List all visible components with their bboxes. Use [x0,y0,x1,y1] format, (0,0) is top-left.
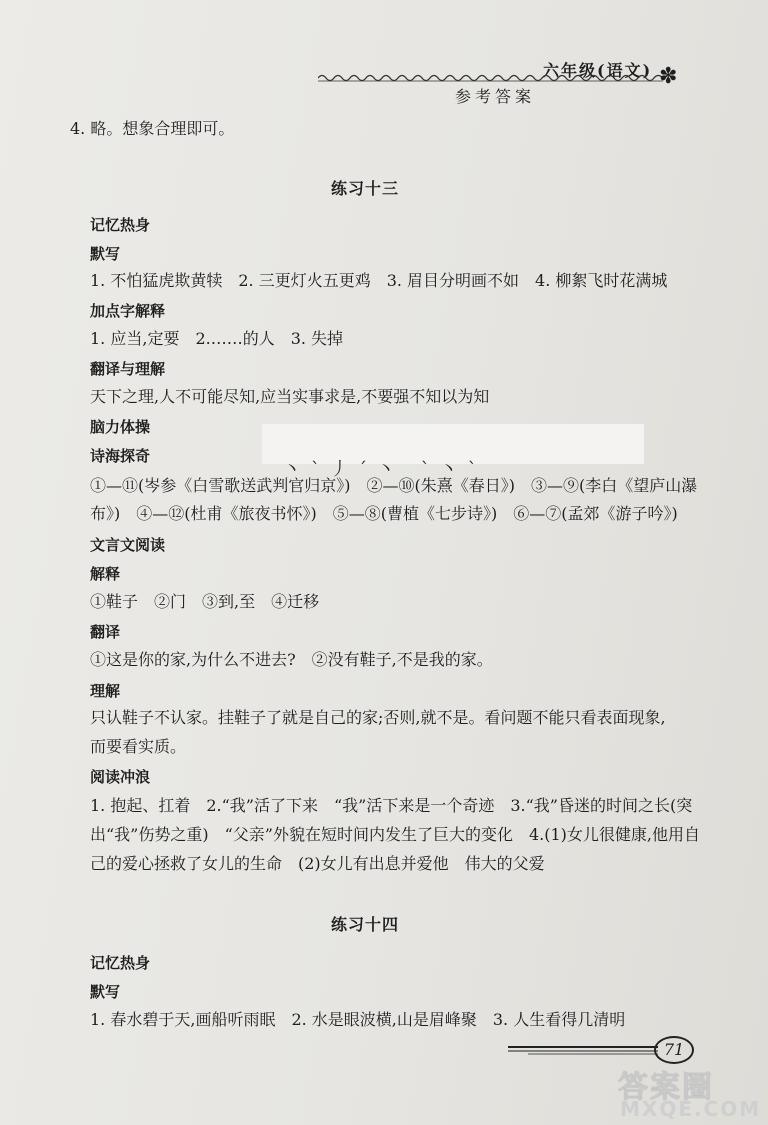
subheading: 解释 [90,565,121,583]
flower-icon: ✽ [659,64,678,89]
answer-line: 1. 不怕猛虎欺黄犊 2. 三更灯火五更鸡 3. 眉目分明画不如 4. 柳絮飞时花满城 [90,271,668,290]
subheading: 翻译 [90,623,121,641]
section-title-14: 练习十四 [331,915,400,934]
subheading: 诗海探奇 [90,447,151,465]
subheading: 阅读冲浪 [90,768,151,786]
answer-line: 出“我”伤势之重) “父亲”外貌在短时间内发生了巨大的变化 4.(1)女儿很健康,他用自 [90,825,700,844]
subheading: 默写 [90,245,121,263]
section-title-13: 练习十三 [331,179,400,198]
subheading: 文言文阅读 [90,536,166,554]
erased-handwriting-marks: 丶ˋ丿ˊ丶 ˋ丶ˋ [283,459,487,480]
answer-line: 天下之理,人不可能尽知,应当实事求是,不要强不知以为知 [90,387,490,406]
book-subtitle: 参考答案 [455,87,536,106]
answer-line: 1. 抱起、扛着 2.“我”活了下来 “我”活下来是一个奇迹 3.“我”昏迷的时间之长(突 [90,796,693,815]
book-title: 六年级(语文) [543,61,653,80]
answer-line: 1. 春水碧于天,画船听雨眠 2. 水是眼波横,山是眉峰聚 3. 人生看得几清明 [90,1010,626,1029]
answer-line: 己的爱心拯救了女儿的生命 (2)女儿有出息并爱他 伟大的父爱 [90,854,545,873]
answer-line: ①—⑪(岑参《白雪歌送武判官归京》) ②—⑩(朱熹《春日》) ③—⑨(李白《望庐山瀑 [90,476,698,495]
watermark-logo: 答案圈 [618,1070,714,1105]
subheading: 记忆热身 [90,954,151,972]
answer-line: ①鞋子 ②门 ③到,至 ④迁移 [90,592,320,611]
subheading: 记忆热身 [90,216,151,234]
subheading: 翻译与理解 [90,360,166,378]
subheading: 理解 [90,682,121,700]
answer-line: 布》) ④—⑫(杜甫《旅夜书怀》) ⑤—⑧(曹植《七步诗》) ⑥—⑦(孟郊《游子吟》) [90,504,678,523]
page-number: 71 [654,1036,694,1064]
answer-line: 只认鞋子不认家。挂鞋子了就是自己的家;否则,就不是。看问题不能只看表面现象, [90,708,666,727]
answer-line: ①这是你的家,为什么不进去? ②没有鞋子,不是我的家。 [90,650,493,669]
answer-line: 而要看实质。 [90,737,187,756]
header-ornament-line [318,73,663,83]
footer-ornament-line [508,1044,658,1056]
subheading: 加点字解释 [90,302,166,320]
subheading: 脑力体操 [90,418,151,436]
subheading: 默写 [90,983,121,1001]
answer-line: 1. 应当,定要 2.……的人 3. 失掉 [90,329,344,348]
watermark-url: MXQE.COM [620,1097,762,1121]
answer-line: 4. 略。想象合理即可。 [70,119,235,138]
